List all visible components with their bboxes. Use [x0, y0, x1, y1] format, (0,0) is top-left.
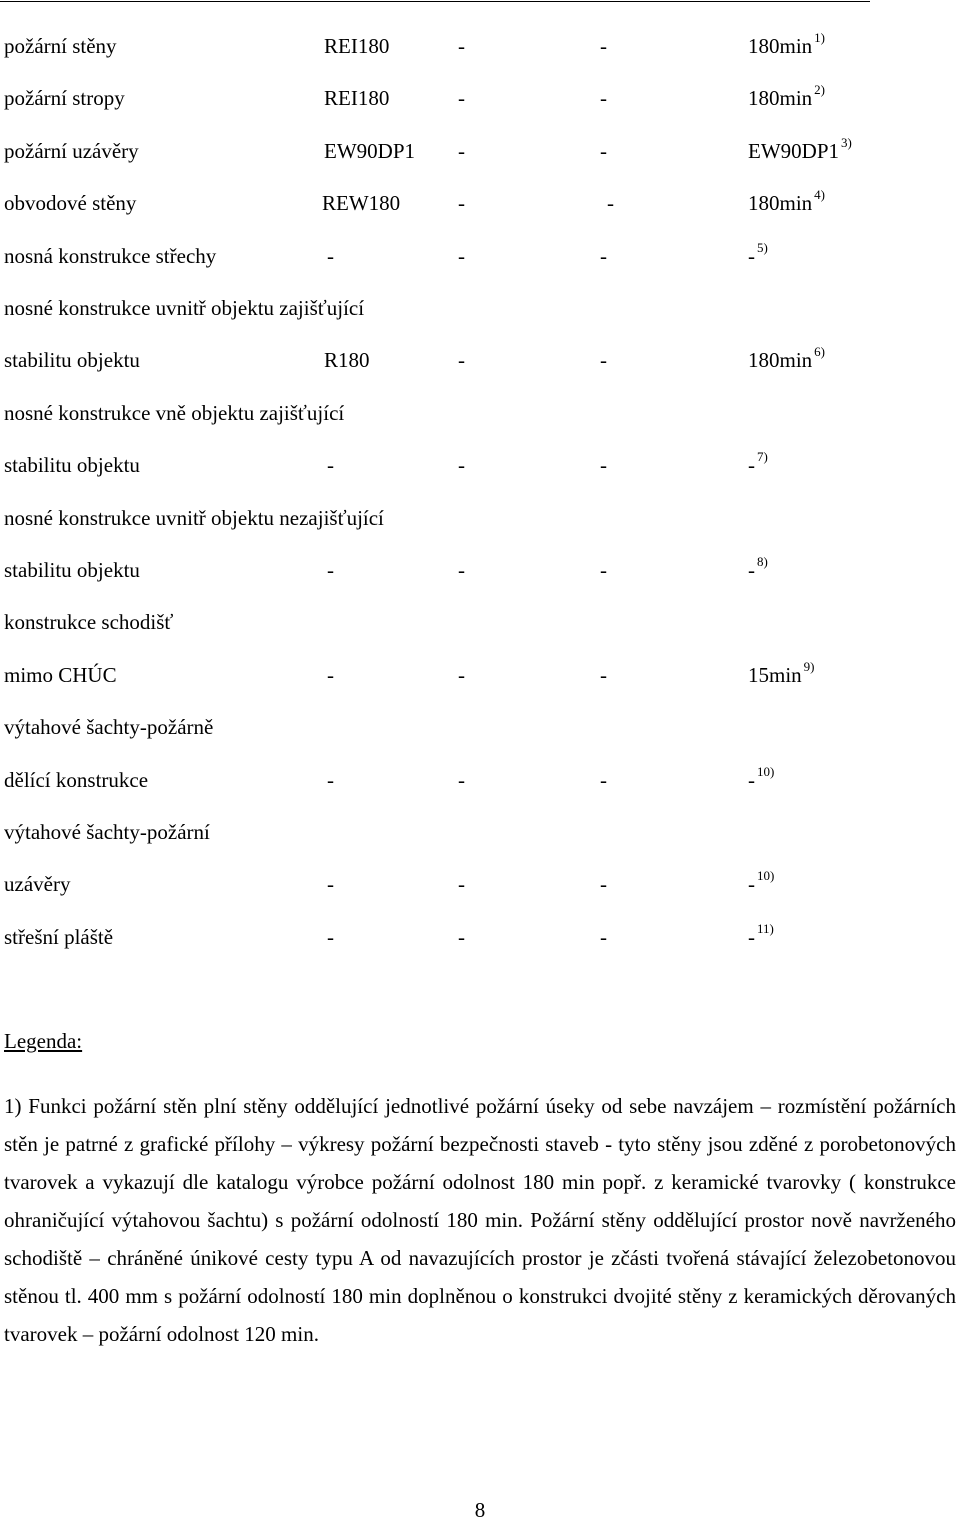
table-row — [0, 134, 960, 164]
row-class: - — [327, 872, 334, 897]
table-row — [0, 505, 960, 531]
row-value-group — [748, 134, 852, 164]
row-value: - — [748, 243, 755, 268]
row-dash-2: - — [600, 453, 607, 478]
row-class: REI180 — [324, 86, 390, 111]
row-dash-1: - — [458, 767, 465, 792]
table-row — [0, 400, 960, 426]
footnote-ref: 6) — [814, 344, 826, 360]
row-dash-1: - — [458, 34, 465, 58]
table-row — [0, 187, 960, 216]
row-value: 15min — [748, 662, 802, 687]
row-value-group — [748, 82, 826, 111]
row-label: požární uzávěry — [4, 138, 139, 163]
row-dash-2: - — [600, 924, 607, 949]
row-value: - — [748, 558, 755, 582]
row-dash-2: - — [600, 558, 607, 582]
row-value: - — [748, 767, 755, 792]
table-row — [0, 609, 960, 635]
row-dash-2: - — [600, 34, 607, 58]
table-row — [0, 82, 960, 111]
row-value-group — [748, 239, 768, 269]
footnote-ref: 2) — [814, 82, 826, 98]
footnote-ref: 8) — [757, 554, 768, 569]
row-value-group — [748, 554, 768, 583]
row-class: - — [327, 558, 334, 582]
row-label: výtahové šachty-požárně — [4, 715, 214, 740]
row-value-group — [748, 187, 826, 216]
row-class: EW90DP1 — [324, 138, 415, 163]
row-label: nosné konstrukce vně objektu zajišťující — [4, 400, 345, 425]
row-value: EW90DP1 — [748, 138, 839, 163]
row-label: uzávěry — [4, 872, 71, 897]
row-label: stabilitu objektu — [4, 453, 140, 478]
row-dash-1: - — [458, 138, 465, 163]
row-dash-2: - — [600, 86, 607, 111]
row-value: - — [748, 924, 755, 949]
row-label: nosné konstrukce uvnitř objektu nezajišťující — [4, 505, 384, 530]
row-dash-2: - — [600, 348, 607, 373]
row-value-group — [748, 449, 768, 478]
row-label: výtahové šachty-požární — [4, 820, 210, 844]
footnote-ref: 1) — [814, 30, 826, 45]
row-value: - — [748, 453, 755, 478]
row-dash-1: - — [458, 86, 465, 111]
row-label: stabilitu objektu — [4, 348, 140, 373]
row-dash-1: - — [458, 243, 465, 268]
row-class: - — [327, 767, 334, 792]
row-dash-1: - — [458, 348, 465, 373]
row-class: R180 — [324, 348, 370, 373]
row-label: nosná konstrukce střechy — [4, 243, 217, 268]
row-class: REW180 — [322, 191, 401, 216]
table-row — [0, 714, 960, 740]
row-value-group — [748, 658, 815, 688]
row-class: - — [327, 453, 334, 478]
legend-paragraph: 1) Funkci požární stěn plní stěny oddělující jednotlivé požární úseky od sebe navzájem – rozmístění požárních stěn je patrné z grafické přílohy – výkresy požární bezpečnosti staveb - tyto stěny jsou zděné z porobetonových tvarovek a vykazují dle katalogu výrobce požární odolnost 180 min popř. z keramické tvarovky ( konstrukce ohraničující výtahovou šachtu) s požární odolností 180 min. Požární stěny oddělující prostor nově navrženého schodiště – chráněné únikové cesty typu A od navazujících prostor je zčásti tvořená stávající železobetonovou stěnou tl. 400 mm s požární odolností 180 min doplněnou o konstrukci dvojité stěny z keramických děrovaných tvarovek – požární odolnost 120 min. — [4, 1094, 956, 1346]
row-dash-1: - — [458, 924, 465, 949]
table-row — [0, 554, 960, 583]
top-rule — [0, 1, 870, 2]
row-label: dělící konstrukce — [4, 767, 149, 792]
table-row — [0, 868, 960, 897]
row-value: 180min — [748, 86, 813, 111]
legend-title: Legenda: — [4, 1029, 83, 1053]
page-number: 8 — [474, 1498, 486, 1522]
row-dash-2: - — [607, 191, 614, 216]
table-row — [0, 239, 960, 269]
row-class: REI180 — [324, 34, 390, 58]
row-dash-2: - — [600, 243, 607, 268]
table-row — [0, 295, 960, 321]
row-value-group — [748, 763, 775, 793]
row-value: 180min — [748, 34, 813, 58]
row-dash-1: - — [458, 662, 465, 687]
row-dash-2: - — [600, 138, 607, 163]
row-label: mimo CHÚC — [4, 662, 117, 687]
footnote-ref: 3) — [841, 134, 852, 150]
table-row — [0, 30, 960, 59]
table-row — [0, 344, 960, 373]
footnote-ref: 7) — [757, 449, 768, 465]
footnote-ref: 10) — [757, 763, 775, 779]
row-dash-1: - — [458, 872, 465, 897]
footnote-ref: 11) — [757, 920, 774, 936]
row-label: obvodové stěny — [4, 191, 137, 216]
footnote-ref: 10) — [757, 868, 775, 884]
row-value-group — [748, 344, 826, 373]
row-value: - — [748, 872, 755, 897]
row-dash-1: - — [458, 191, 465, 216]
table-row — [0, 658, 960, 688]
row-class: - — [327, 924, 334, 949]
row-dash-1: - — [458, 558, 465, 582]
row-dash-2: - — [600, 662, 607, 687]
row-class: - — [327, 243, 334, 268]
row-label: požární stěny — [4, 34, 117, 58]
row-value: 180min — [748, 191, 813, 216]
table-row — [0, 763, 960, 793]
footnote-ref: 4) — [814, 187, 826, 203]
row-dash-2: - — [600, 872, 607, 897]
table-row — [0, 449, 960, 478]
footnote-ref: 9) — [803, 658, 815, 674]
row-value-group — [748, 868, 775, 897]
row-label: konstrukce schodišť — [4, 610, 174, 635]
footnote-ref: 5) — [757, 239, 768, 255]
row-dash-1: - — [458, 453, 465, 478]
row-label: stabilitu objektu — [4, 558, 140, 582]
table-row — [0, 819, 960, 845]
row-label: požární stropy — [4, 86, 125, 111]
row-value-group — [748, 30, 826, 59]
table-row — [0, 920, 960, 950]
row-label: střešní pláště — [4, 924, 114, 949]
row-value-group — [748, 920, 774, 950]
row-label: nosné konstrukce uvnitř objektu zajišťující — [4, 296, 365, 320]
row-value: 180min — [748, 348, 813, 373]
row-dash-2: - — [600, 767, 607, 792]
row-class: - — [327, 662, 334, 687]
